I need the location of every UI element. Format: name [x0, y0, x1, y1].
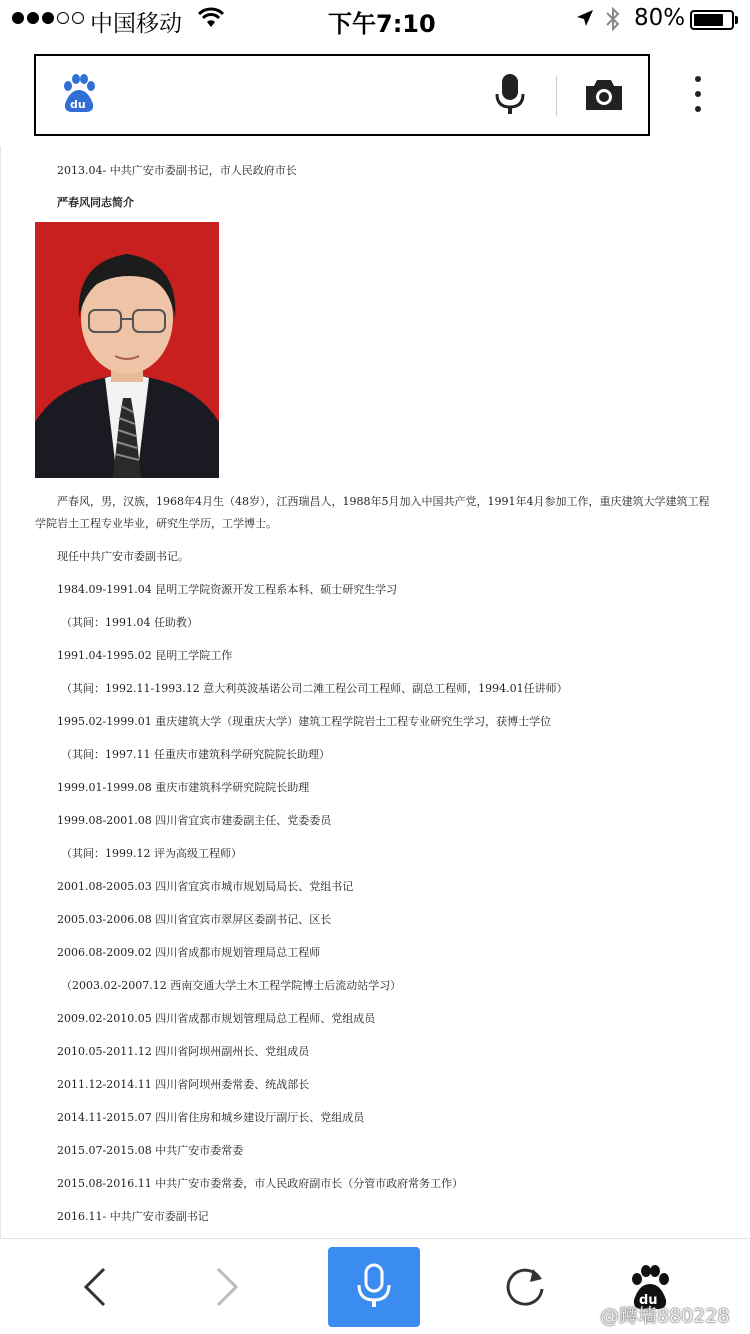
battery-percent: 80% — [634, 5, 686, 31]
search-divider — [556, 76, 557, 116]
timeline-item: 2010.05-2011.12 四川省阿坝州副州长、党组成员 — [57, 1045, 310, 1058]
voice-search-button[interactable] — [328, 1247, 420, 1327]
timeline-item: 1999.08-2001.08 四川省宜宾市建委副主任、党委委员 — [57, 814, 332, 827]
more-vertical-icon[interactable] — [690, 76, 706, 116]
baidu-paw-icon — [60, 74, 98, 114]
signal-strength-icon — [12, 12, 84, 24]
clock: 下午7:10 — [328, 10, 436, 38]
camera-icon[interactable] — [584, 78, 624, 112]
bluetooth-icon — [604, 6, 622, 32]
timeline-item: 2006.08-2009.02 四川省成都市规划管理局总工程师 — [57, 946, 321, 959]
portrait-photo — [35, 222, 219, 478]
intro-paragraph: 严春风，男，汉族，1968年4月生（48岁），江西瑞昌人，1988年5月加入中国共产党，1991年4月参加工作，重庆建筑大学建筑工程学院岩土工程专业毕业，研究生学历，工学博士。 — [35, 495, 710, 530]
timeline-item: （其间：1991.04 任助教） — [61, 616, 198, 629]
timeline-item: 2015.08-2016.11 中共广安市委常委，市人民政府副市长（分管市政府常务工作） — [57, 1177, 464, 1190]
current-position: 现任中共广安市委副书记。 — [57, 550, 189, 563]
timeline-item: 2005.03-2006.08 四川省宜宾市翠屏区委副书记、区长 — [57, 913, 332, 926]
wifi-icon — [198, 6, 224, 28]
timeline-item: 1984.09-1991.04 昆明工学院资源开发工程系本科、硕士研究生学习 — [57, 583, 398, 596]
refresh-icon[interactable] — [503, 1265, 547, 1309]
chevron-left-icon[interactable] — [80, 1265, 110, 1309]
carrier-name: 中国移动 — [90, 11, 182, 37]
status-bar — [0, 0, 750, 40]
microphone-icon — [354, 1263, 394, 1309]
chevron-right-icon[interactable] — [212, 1265, 242, 1309]
svg-text:du: du — [70, 98, 86, 111]
svg-text:du: du — [639, 1293, 658, 1308]
timeline-item: 2014.11-2015.07 四川省住房和城乡建设厅副厅长、党组成员 — [57, 1111, 365, 1124]
article-heading: 严春风同志简介 — [57, 196, 134, 209]
timeline-item: 2015.07-2015.08 中共广安市委常委 — [57, 1144, 244, 1157]
article-top-line: 2013.04- 中共广安市委副书记，市人民政府市长 — [57, 164, 297, 177]
weibo-watermark: @蹲墙880228 — [600, 1305, 730, 1327]
timeline-item: 1991.04-1995.02 昆明工学院工作 — [57, 649, 233, 662]
location-arrow-icon — [575, 8, 595, 28]
timeline-item: （2003.02-2007.12 西南交通大学土木工程学院博士后流动站学习） — [61, 979, 402, 992]
timeline-item: 1999.01-1999.08 重庆市建筑科学研究院院长助理 — [57, 781, 310, 794]
timeline-item: 1995.02-1999.01 重庆建筑大学（现重庆大学）建筑工程学院岩土工程专业研究生学习，获博士学位 — [57, 715, 552, 728]
timeline-item: （其间：1997.11 任重庆市建筑科学研究院院长助理） — [61, 748, 330, 761]
article-content — [0, 146, 750, 1238]
timeline-item: 2011.12-2014.11 四川省阿坝州委常委、统战部长 — [57, 1078, 310, 1091]
timeline-item: （其间：1999.12 评为高级工程师） — [61, 847, 242, 860]
timeline-item: （其间：1992.11-1993.12 意大利英波基诺公司二滩工程公司工程师、副总工程师，1994.01任讲师） — [61, 682, 568, 695]
timeline-item: 2009.02-2010.05 四川省成都市规划管理局总工程师、党组成员 — [57, 1012, 376, 1025]
timeline-item: 2001.08-2005.03 四川省宜宾市城市规划局局长、党组书记 — [57, 880, 354, 893]
battery-icon — [690, 10, 734, 30]
timeline-item: 2016.11- 中共广安市委副书记 — [57, 1210, 209, 1223]
bottom-toolbar — [0, 1238, 750, 1334]
search-box[interactable] — [34, 54, 650, 136]
microphone-icon[interactable] — [494, 74, 526, 116]
